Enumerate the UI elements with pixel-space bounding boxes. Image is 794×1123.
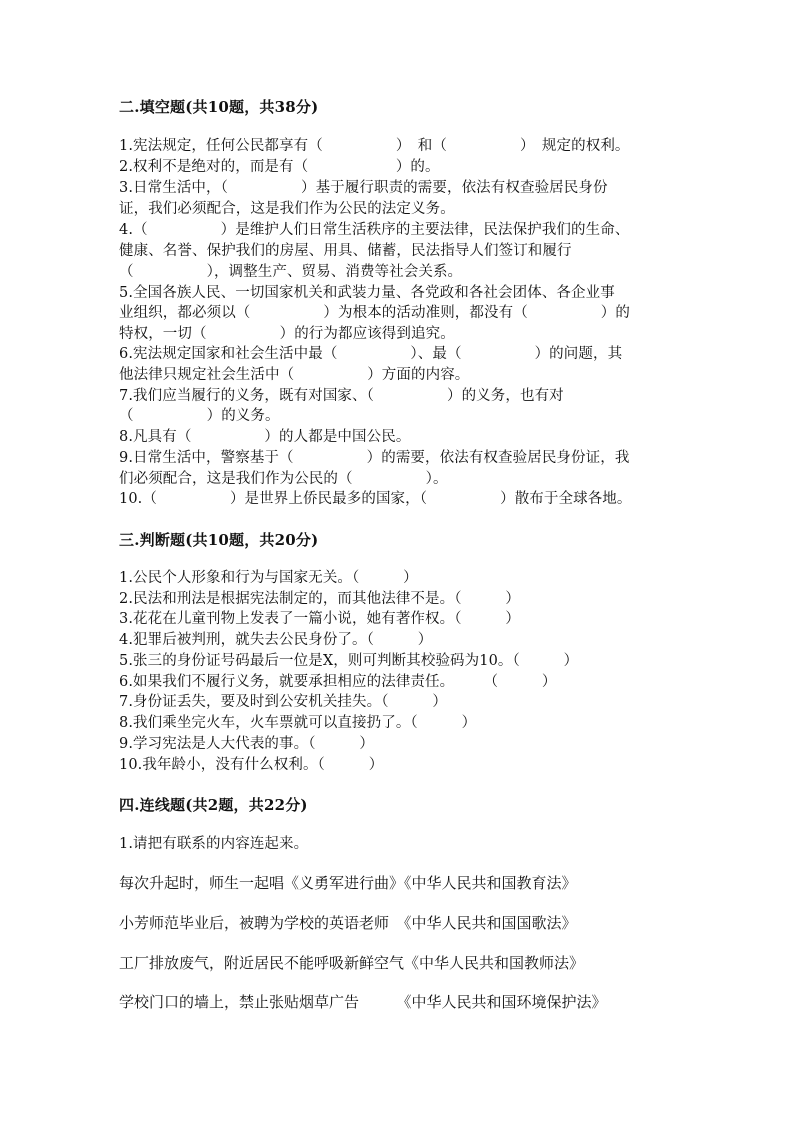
fill-blank-line: 他法律只规定社会生活中（ ）方面的内容。 [119, 367, 470, 383]
matching-right-item: 《中华人民共和国教师法》 [404, 954, 585, 972]
fill-blank-line: 4.（ ）是维护人们日常生活秩序的主要法律，民法保护我们的生命、 [119, 222, 630, 238]
matching-right-item: 《中华人民共和国国歌法》 [404, 914, 577, 932]
fill-blank-line: 业组织，都必须以（ ）为根本的活动准则，都没有（ ）的 [119, 305, 630, 321]
matching-row [119, 991, 607, 1012]
true-false-line: 3.花花在儿童刊物上发表了一篇小说，她有著作权。（ ） [119, 611, 520, 627]
fill-blank-line: （ ）的义务。 [119, 408, 280, 424]
fill-blank-line: 5.全国各族人民、一切国家机关和武装力量、各党政和各社会团体、各企业事 [119, 285, 615, 301]
true-false-line: 10.我年龄小，没有什么权利。（ ） [119, 757, 384, 773]
true-false-line: 8.我们乘坐完火车，火车票就可以直接扔了。（ ） [119, 715, 477, 731]
fill-blank-line: 8.凡具有（ ）的人都是中国公民。 [119, 429, 411, 445]
matching-instruction: 1.请把有联系的内容连起来。 [119, 836, 309, 852]
matching-left-item: 学校门口的墙上，禁止张贴烟草广告 [119, 993, 405, 1011]
true-false-line: 9.学习宪法是人大代表的事。（ ） [119, 736, 374, 752]
true-false-line: 6.如果我们不履行义务，就要承担相应的法律责任。 （ ） [119, 674, 557, 690]
true-false-line: 7.身份证丢失，要及时到公安机关挂失。（ ） [119, 694, 447, 710]
matching-row [119, 952, 584, 973]
true-false-line: 4.犯罪后被判刑，就失去公民身份了。（ ） [119, 632, 433, 648]
fill-blank-line: 们必须配合，这是我们作为公民的（ ）。 [119, 471, 448, 487]
true-false-line: 1.公民个人形象和行为与国家无关。（ ） [119, 570, 418, 586]
fill-blank-line: 2.权利不是绝对的，而是有（ ）的。 [119, 159, 440, 175]
matching-right-item: 《中华人民共和国环境保护法》 [404, 993, 607, 1011]
fill-blank-line: 3.日常生活中，（ ）基于履行职责的需要，依法有权查验居民身份 [119, 180, 608, 196]
fill-blank-line: 特权，一切（ ）的行为都应该得到追究。 [119, 326, 455, 342]
matching-row [119, 872, 577, 893]
fill-blank-line: 6.宪法规定国家和社会生活中最（ ）、最（ ）的问题，其 [119, 346, 623, 362]
fill-blank-line: 9.日常生活中，警察基于（ ）的需要，依法有权查验居民身份证，我 [119, 450, 630, 466]
fill-blank-line: 1.宪法规定，任何公民都享有（ ） 和（ ） 规定的权利。 [119, 138, 630, 154]
fill-blank-line: 7.我们应当履行的义务，既有对国家、（ ）的义务，也有对 [119, 388, 564, 404]
matching-row [119, 912, 577, 933]
fill-blank-line: （ ），调整生产、贸易、消费等社会关系。 [119, 264, 463, 280]
section-title-matching: 四.连线题(共2题，共22分) [119, 796, 308, 814]
section-title-fill-blank: 二.填空题(共10题，共38分) [119, 98, 319, 116]
matching-left-item: 工厂排放废气，附近居民不能呼吸新鲜空气 [119, 954, 405, 972]
matching-left-item: 小芳师范毕业后，被聘为学校的英语老师 [119, 914, 405, 932]
fill-blank-line: 健康、名誉、保护我们的房屋、用具、储蓄，民法指导人们签订和履行 [119, 243, 572, 259]
fill-blank-line: 10.（ ）是世界上侨民最多的国家，（ ）散布于全球各地。 [119, 491, 632, 507]
section-title-true-false: 三.判断题(共10题，共20分) [119, 531, 319, 549]
matching-left-item: 每次升起时，师生一起唱《义勇军进行曲》 [119, 874, 405, 892]
fill-blank-line: 证，我们必须配合，这是我们作为公民的法定义务。 [119, 201, 455, 217]
true-false-line: 5.张三的身份证号码最后一位是X，则可判断其校验码为10。（ ） [119, 653, 579, 669]
true-false-line: 2.民法和刑法是根据宪法制定的，而其他法律不是。（ ） [119, 591, 520, 607]
matching-right-item: 《中华人民共和国教育法》 [404, 874, 577, 892]
